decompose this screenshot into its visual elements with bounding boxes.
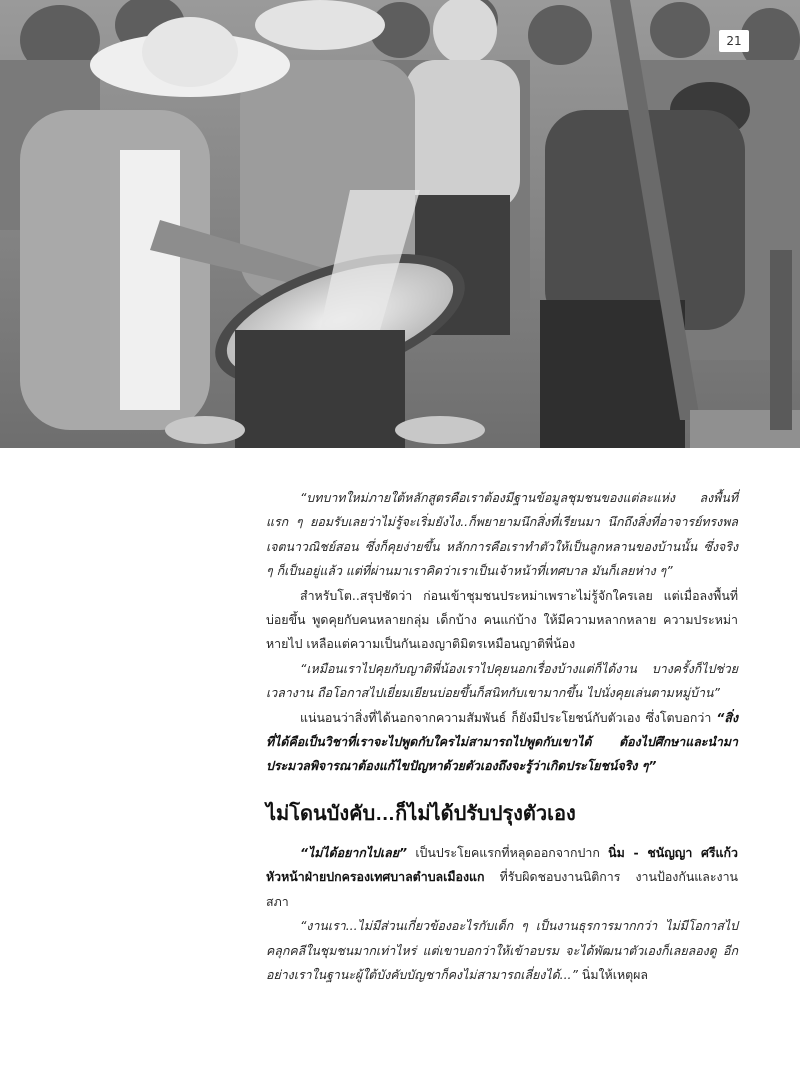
section-heading: ไม่โดนบังคับ…ก็ไม่ได้ปรับปรุงตัวเอง bbox=[266, 802, 576, 825]
paragraph-6-tail: นิ่มให้เหตุผล bbox=[577, 966, 649, 982]
paragraph-6 bbox=[266, 914, 738, 987]
paragraph-6-quote: “งานเรา...ไม่มีส่วนเกี่ยวข้องอะไรกับเด็ก ๆ เป็นงานธุรการมากกว่า ไม่มีโอกาสไปคลุกคลีในชุมชนมากเท่าไหร่ แต่เขาบอกว่าให้เข้าอบรม จะได้พัฒนาตัวเองก็เลยลองดู อีกอย่างเราในฐานะผู้ใต้บังคับบัญชาก็คงไม่สามารถเลี่ยงได้...” bbox=[266, 918, 738, 982]
paragraph-4-lead: แน่นอนว่าสิ่งที่ได้นอกจากความสัมพันธ์ ก็ยังมีประโยชน์กับตัวเอง ซึ่งโตบอกว่า bbox=[300, 709, 717, 725]
article-body bbox=[266, 486, 738, 987]
paragraph-4 bbox=[266, 706, 738, 779]
page-number: 21 bbox=[719, 30, 749, 52]
paragraph-5 bbox=[266, 841, 738, 914]
paragraph-2: สำหรับโต..สรุปชัดว่า ก่อนเข้าชุมชนประหม่าเพราะไม่รู้จักใครเลย แต่เมื่อลงพื้นที่บ่อยขึ้น พูดคุยกับคนหลายกลุ่ม เด็กบ้าง คนแก่บ้าง ให้มีความหลากหลาย ความประหม่าหายไป เหลือแต่ความเป็นกันเองญาติมิตรเหมือนญาติพี่น้อง bbox=[266, 587, 738, 652]
paragraph-5-name: นิ่ม - ชนัญญา ศรีแก้ว หัวหน้าฝ่ายปกครองเทศบาลตำบลเมืองแก bbox=[266, 844, 738, 885]
paragraph-3: “เหมือนเราไปคุยกับญาติพี่น้องเราไปคุยนอกเรื่องบ้างแต่ก็ได้งาน บางครั้งก็ไปช่วยเวลางาน ถือโอกาสไปเยี่ยมเยียนบ่อยขึ้นก็สนิทกับเขามากขึ้น ไปนั่งคุยเล่นตามหมู่บ้าน” bbox=[266, 660, 738, 701]
rice-winnowing-photo bbox=[0, 0, 800, 448]
paragraph-5-tail: ที่รับผิดชอบงานนิติการ งานป้องกันและงานสภา bbox=[266, 869, 738, 909]
paragraph-1: “บทบาทใหม่ภายใต้หลักสูตรคือเราต้องมีฐานข้อมูลชุมชนของแต่ละแห่ง ลงพื้นที่แรก ๆ ยอมรับเลยว่าไม่รู้จะเริ่มยังไง..ก็พยายามนึกสิ่งที่เรียนมา นึกถึงสิ่งที่อาจารย์ทรงพล เจตนาวณิชย์สอน ซึ่งก็คุยง่ายขึ้น หลักการคือเราทำตัวให้เป็นลูกหลานของบ้านนั้น ซึ่งจริง ๆ ก็เป็นอยู่แล้ว แต่ที่ผ่านมาเราคิดว่าเราเป็นเจ้าหน้าที่เทศบาล มันก็เลยห่าง ๆ” bbox=[266, 490, 738, 579]
paragraph-4-emphasis: “สิ่งที่ได้คือเป็นวิชาที่เราจะไปพูดกับใครไม่สามารถไปพูดกับเขาได้ ต้องไปศึกษาและนำมาประมวลพิจารณาต้องแก้ไขปัญหาด้วยตัวเองถึงจะรู้ว่าเกิดประโยชน์จริง ๆ” bbox=[266, 709, 738, 774]
paragraph-5-mid: เป็นประโยคแรกที่หลุดออกจากปาก bbox=[406, 844, 609, 860]
photo-illustration bbox=[0, 0, 800, 448]
paragraph-5-quote: “ไม่ได้อยากไปเลย” bbox=[300, 844, 407, 860]
